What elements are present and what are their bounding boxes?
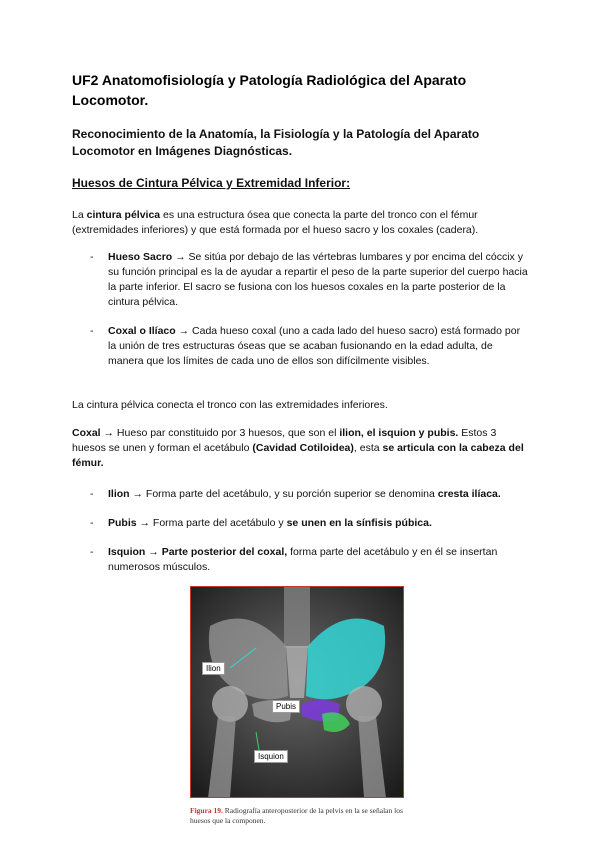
bullet-text: → Se sitúa por debajo de las vértebras lumbares y por encima del cóccix y su función principal es la de ayudar a repartir el peso de la parte superior del cuerpo hacia la parte inferior. El sacro se fusiona con los huesos coxales en la parte posterior de la cintura pélvica.	[108, 251, 528, 308]
bullet-coxal-iliaco	[90, 324, 530, 369]
bullet-term: Hueso Sacro	[108, 251, 173, 263]
bullet-isquion	[90, 545, 530, 575]
caption-text: Radiografía anteroposterior de la pelvis en la se señalan los huesos que la componen.	[190, 806, 403, 825]
bullet-dash: -	[90, 251, 94, 263]
bullet-ilion	[90, 487, 530, 502]
bullet-hueso-sacro	[90, 250, 530, 310]
label-pubis: Pubis	[272, 700, 300, 713]
pelvis-xray-image	[190, 586, 404, 798]
bullet-dash: -	[90, 517, 94, 529]
document-subtitle: Reconocimiento de la Anatomía, la Fisiología y la Patología del Aparato Locomotor en Imágenes Diagnósticas.	[72, 127, 480, 158]
connect-paragraph: La cintura pélvica conecta el tronco con las extremidades inferiores.	[72, 399, 388, 411]
bullet-text: → Forma parte del acetábulo y	[136, 517, 287, 529]
coxal-text-c: ilion, el isquion y pubis.	[339, 427, 459, 439]
intro-text-a: La	[72, 209, 87, 221]
bullet-bold-end: Parte posterior del coxal,	[161, 546, 288, 558]
bullet-term: Isquion	[108, 546, 146, 558]
coxal-text-b: → Hueso par constituido por 3 huesos, que son el	[100, 427, 340, 439]
label-ilion: Ilion	[202, 662, 225, 675]
intro-text-c: es una estructura ósea que conecta la parte del tronco con el fémur (extremidades inferiores) y que está formada por el hueso sacro y los coxales (cadera).	[72, 209, 479, 236]
bullet-pubis	[90, 516, 530, 531]
coxal-text-f: , esta	[353, 442, 383, 454]
bullet-dash: -	[90, 488, 94, 500]
bullet-text: →	[145, 546, 162, 558]
coxal-term: Coxal	[72, 427, 101, 439]
label-isquion: Isquion	[254, 750, 288, 763]
pelvis-xray-figure	[190, 586, 404, 798]
intro-paragraph	[72, 208, 530, 238]
caption-figure-number: Figura 19.	[190, 806, 223, 815]
coxal-text-g: se articula con la cabeza del fémur.	[72, 442, 524, 469]
bullet-term: Pubis	[108, 517, 137, 529]
bullet-term: Ilion	[108, 488, 130, 500]
coxal-text-d: Estos 3 huesos se unen y forman el acetábulo	[72, 427, 497, 454]
document-title: UF2 Anatomofisiología y Patología Radiológica del Aparato Locomotor.	[72, 72, 467, 108]
bullet-dash: -	[90, 546, 94, 558]
lumbar-spine	[284, 586, 310, 648]
intro-term: cintura pélvica	[86, 209, 161, 221]
bullet-text: → Forma parte del acetábulo, y su porción superior se denomina	[129, 488, 438, 500]
bullet-term: Coxal o Ilíaco	[108, 325, 176, 337]
coxal-paragraph	[72, 426, 530, 471]
bullet-bold-end: cresta ilíaca.	[437, 488, 501, 500]
coxal-text-e: (Cavidad Cotiloidea)	[252, 442, 354, 454]
bullet-text: → Cada hueso coxal (uno a cada lado del hueso sacro) está formado por la unión de tres estructuras óseas que se acaban fusionando en la edad adulta, de manera que los límites de cada uno de ellos son difícilmente visibles.	[108, 325, 521, 367]
bullet-dash: -	[90, 325, 94, 337]
bullet-bold-end: se unen en la sínfisis púbica.	[286, 517, 432, 529]
section-heading: Huesos de Cintura Pélvica y Extremidad Inferior:	[72, 176, 351, 190]
figure-caption	[190, 806, 420, 826]
bullet-text-end: forma parte del acetábulo y en él se insertan numerosos músculos.	[108, 546, 498, 573]
